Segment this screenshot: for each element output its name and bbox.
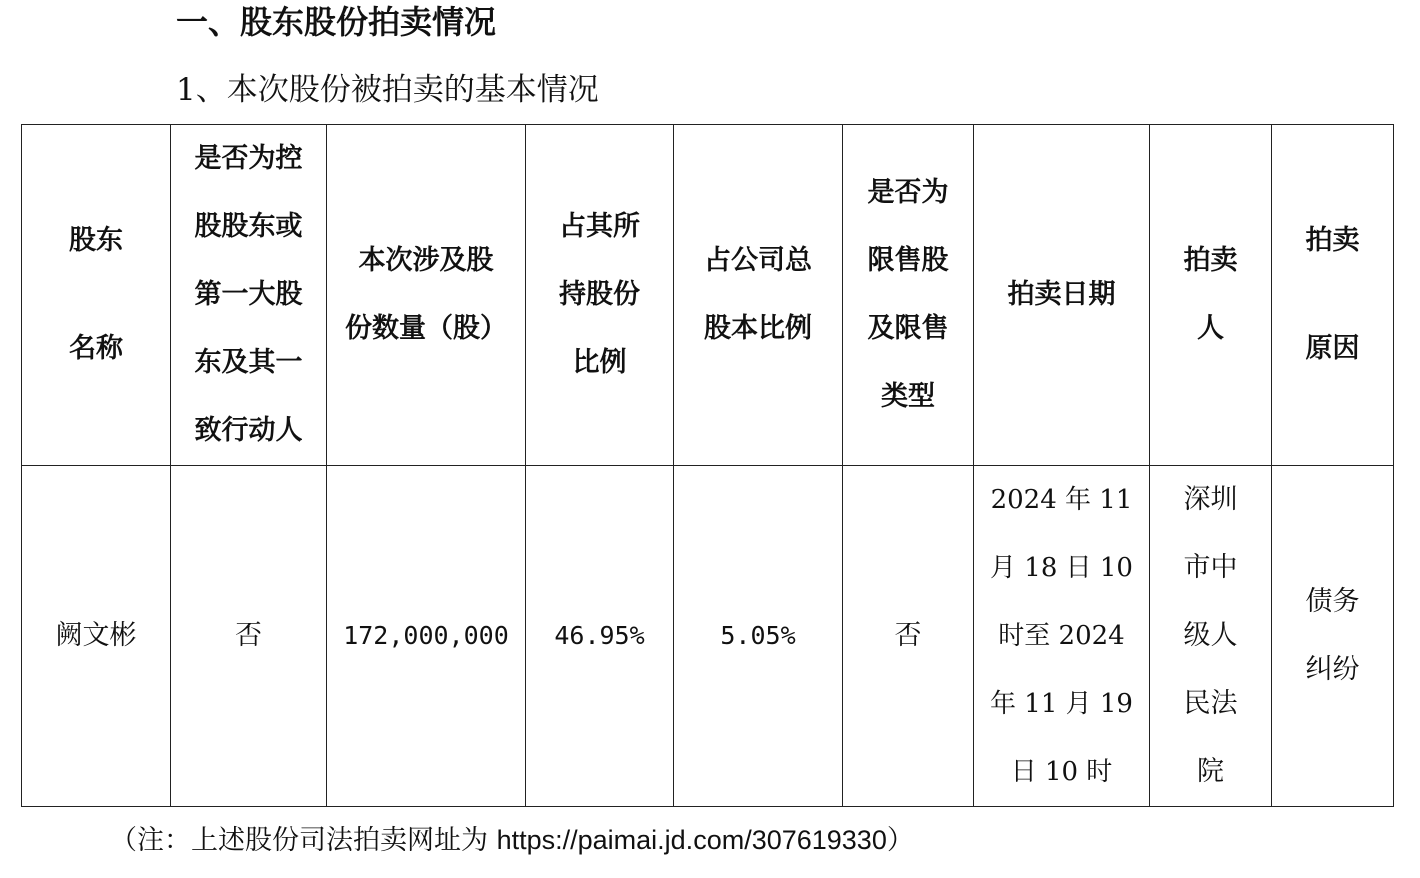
cell-controlling-shareholder: 否 [171, 466, 327, 807]
table-row [22, 466, 1394, 807]
subsection-title: 1、本次股份被拍卖的基本情况 [176, 72, 599, 108]
cell-restricted-shares: 否 [843, 466, 974, 807]
header-auction-reason: 拍卖 原因 [1272, 125, 1394, 466]
cell-shareholder-name: 阙文彬 [22, 466, 171, 807]
cell-auction-reason: 债务 纠纷 [1272, 466, 1394, 807]
cell-auctioneer: 深圳 市中 级人 民法 院 [1150, 466, 1272, 807]
header-restricted-shares: 是否为 限售股 及限售 类型 [843, 125, 974, 466]
cell-ratio-of-total-shares: 5.05% [674, 466, 843, 807]
cell-ratio-of-holdings: 46.95% [526, 466, 674, 807]
header-shareholder-name: 股东 名称 [22, 125, 171, 466]
header-share-quantity: 本次涉及股 份数量（股） [327, 125, 526, 466]
auction-url-link[interactable]: https://paimai.jd.com/307619330 [496, 825, 887, 855]
table-header-row [22, 125, 1394, 466]
footnote [110, 820, 914, 861]
header-auction-date: 拍卖日期 [974, 125, 1150, 466]
header-ratio-of-holdings: 占其所 持股份 比例 [526, 125, 674, 466]
cell-auction-date: 2024 年 11 月 18 日 10 时至 2024 年 11 月 19 日 10 时 [974, 466, 1150, 807]
header-auctioneer: 拍卖 人 [1150, 125, 1272, 466]
footnote-prefix: （注：上述股份司法拍卖网址为 [110, 825, 497, 856]
header-ratio-of-total-shares: 占公司总 股本比例 [674, 125, 843, 466]
header-controlling-shareholder: 是否为控 股股东或 第一大股 东及其一 致行动人 [171, 125, 327, 466]
cell-share-quantity: 172,000,000 [327, 466, 526, 807]
auction-table [21, 124, 1394, 807]
footnote-suffix: ） [886, 825, 914, 856]
section-title: 一、股东股份拍卖情况 [176, 3, 497, 41]
